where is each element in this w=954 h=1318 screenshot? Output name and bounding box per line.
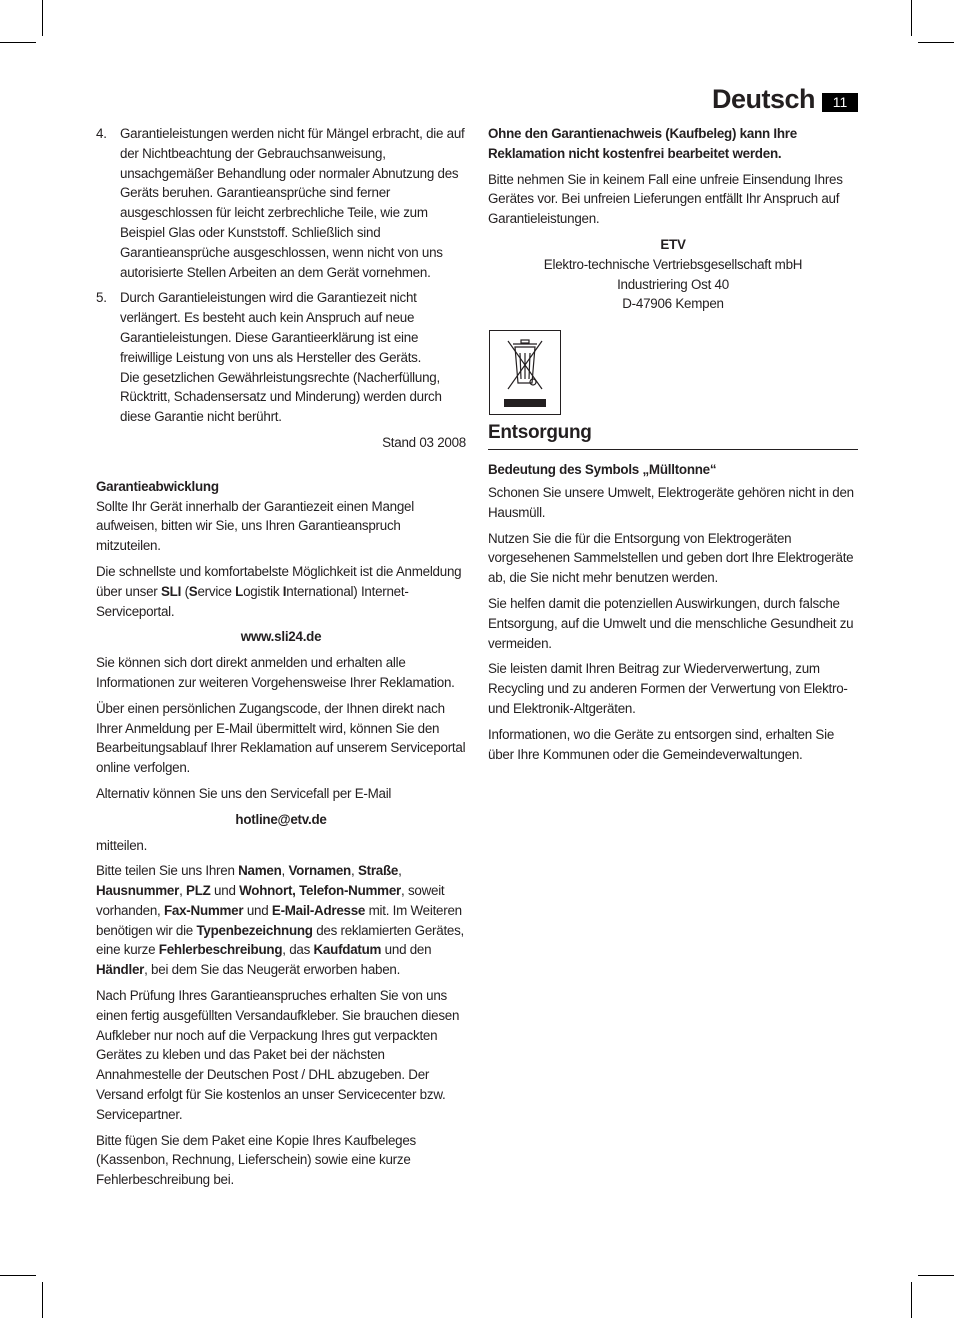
right-column <box>488 124 858 770</box>
paragraph: Sollte Ihr Gerät innerhalb der Garantiezeit einen Mangel aufweisen, bitten wir Sie, uns Ihren Garantieanspruch mitzuteilen. <box>96 498 414 554</box>
crop-mark <box>42 1282 43 1318</box>
paragraph: Alternativ können Sie uns den Servicefall per E-Mail <box>96 785 392 801</box>
paragraph: Bitte nehmen Sie in keinem Fall eine unfreie Einsendung Ihres Gerätes vor. Bei unfreien Lieferungen entfällt Ihr Anspruch auf Garantieleistungen. <box>488 171 843 227</box>
list-text-legal: Die gesetzlichen Gewährleistungsrechte (Nacherfüllung, Rücktritt, Schadensersatz und Minderung) werden durch diese Garantie nicht berührt. <box>120 369 442 425</box>
list-number: 4. <box>96 126 107 141</box>
paragraph: Informationen, wo die Geräte zu entsorgen sind, erhalten Sie über Ihre Kommunen oder die Gemeindeverwaltungen. <box>488 726 835 762</box>
warning-text: Ohne den Garantienachweis (Kaufbeleg) kann Ihre Reklamation nicht kostenfrei bearbeitet werden. <box>488 126 797 161</box>
company-name: ETV <box>660 236 686 252</box>
crop-mark <box>918 42 954 43</box>
list-item <box>96 124 466 282</box>
crossed-out-wheelie-bin-icon <box>489 330 561 415</box>
address-line: Industriering Ost 40 <box>617 276 729 292</box>
paragraph: Sie helfen damit die potenziellen Auswirkungen, durch falsche Entsorgung, auf die Umwelt und die menschliche Gesundheit zu vermeiden. <box>488 595 854 651</box>
list-number: 5. <box>96 290 107 306</box>
list-item <box>96 288 466 427</box>
paragraph: Über einen persönlichen Zugangscode, der Ihnen direkt nach Ihrer Anmeldung per E-Mail übermittelt wird, können Sie den Bearbeitungsablauf Ihrer Reklamation auf unserem Serviceportal online verfolgen. <box>96 700 466 776</box>
service-url[interactable]: www.sli24.de <box>240 629 322 645</box>
crop-mark <box>911 1282 912 1318</box>
crop-mark <box>918 1275 954 1276</box>
address-line: Elektro-technische Vertriebsgesellschaft mbH <box>543 256 803 272</box>
crop-mark <box>42 0 43 36</box>
list-text: Durch Garantieleistungen wird die Garantiezeit nicht verlängert. Es besteht auch kein Anspruch auf neue Garantieleistungen. Diese Garantieerklärung ist eine freiwillige Leistung von uns als Hersteller des Geräts. <box>120 290 422 365</box>
page-number: 11 <box>822 93 858 112</box>
wheelie-bin-graphic <box>490 331 559 413</box>
paragraph-required-info: Bitte teilen Sie uns Ihren Namen, Vornamen, Straße, Hausnummer, PLZ und Wohnort, Telefon-Nummer, soweit vorhanden, Fax-Nummer und E-Mail-Adresse mit. Im Weiteren benötigen wir die Typenbezeichnung des reklamierten Gerätes, eine kurze Fehlerbeschreibung, das Kaufdatum und den Händler, bei dem Sie das Neugerät erworben haben. <box>96 863 465 978</box>
section-heading: Garantieabwicklung <box>96 478 219 494</box>
language-heading: Deutsch <box>712 84 816 114</box>
stand-date: Stand 03 2008 <box>382 434 466 450</box>
paragraph: Sie können sich dort direkt anmelden und erhalten alle Informationen zur weiteren Vorgehensweise Ihrer Reklamation. <box>96 655 455 690</box>
address-line: D-47906 Kempen <box>622 296 724 312</box>
paragraph: Nutzen Sie die für die Entsorgung von Elektrogeräten vorgesehenen Sammelstellen und geben dort Ihre Elektrogeräte ab, die Sie nicht mehr benutzen werden. <box>488 530 854 586</box>
paragraph: Sie leisten damit Ihren Beitrag zur Wiederverwertung, zum Recycling und zu anderen Formen der Verwertung von Elektro- und Elektronik-Altgeräten. <box>488 661 848 716</box>
paragraph-sli: Die schnellste und komfortabelste Möglichkeit ist die Anmeldung über unser SLI (Service Logistik International) Internet-Serviceportal. <box>96 563 462 619</box>
paragraph: mitteilen. <box>96 837 148 853</box>
list-text: Garantieleistungen werden nicht für Mängel erbracht, die auf der Nichtbeachtung der Gebrauchsanweisung, unsachgemäßer Behandlung oder normaler Abnutzung des Geräts beruhen. Garantieansprüche sind ferner ausgeschlossen für leicht zerbrechliche Teile, wie zum Beispiel Glas oder Kunststoff. Schließlich sind Garantieansprüche ausgeschlossen, wenn nicht von uns autorisierte Stellen Arbeiten an dem Gerät vornehmen. <box>120 126 465 280</box>
paragraph: Nach Prüfung Ihres Garantieanspruches erhalten Sie von uns einen fertig ausgefüllten Versandaufkleber. Sie brauchen diesen Aufkleber nur noch auf die Verpackung Ihres gut verpackten Gerätes zu kleben und das Paket bei der nächsten Annahmestelle der Deutschen Post / DHL abzugeben. Der Versand erfolgt für Sie kostenlos an unser Servicecenter bzw. Servicepartner. <box>96 988 460 1122</box>
paragraph: Schonen Sie unsere Umwelt, Elektrogeräte gehören nicht in den Hausmüll. <box>488 484 854 520</box>
company-address <box>488 255 858 314</box>
paragraph: Bitte fügen Sie dem Paket eine Kopie Ihres Kaufbeleges (Kassenbon, Rechnung, Lieferschein) sowie eine kurze Fehlerbeschreibung bei. <box>96 1132 416 1188</box>
list-text-block <box>120 288 466 427</box>
hotline-email[interactable]: hotline@etv.de <box>235 811 327 827</box>
section-title-entsorgung: Entsorgung <box>488 421 858 450</box>
crop-mark <box>911 0 912 36</box>
symbol-heading: Bedeutung des Symbols „Mülltonne“ <box>488 462 717 478</box>
crop-mark <box>0 1275 36 1276</box>
left-column <box>96 124 466 1196</box>
crop-mark <box>0 42 36 43</box>
